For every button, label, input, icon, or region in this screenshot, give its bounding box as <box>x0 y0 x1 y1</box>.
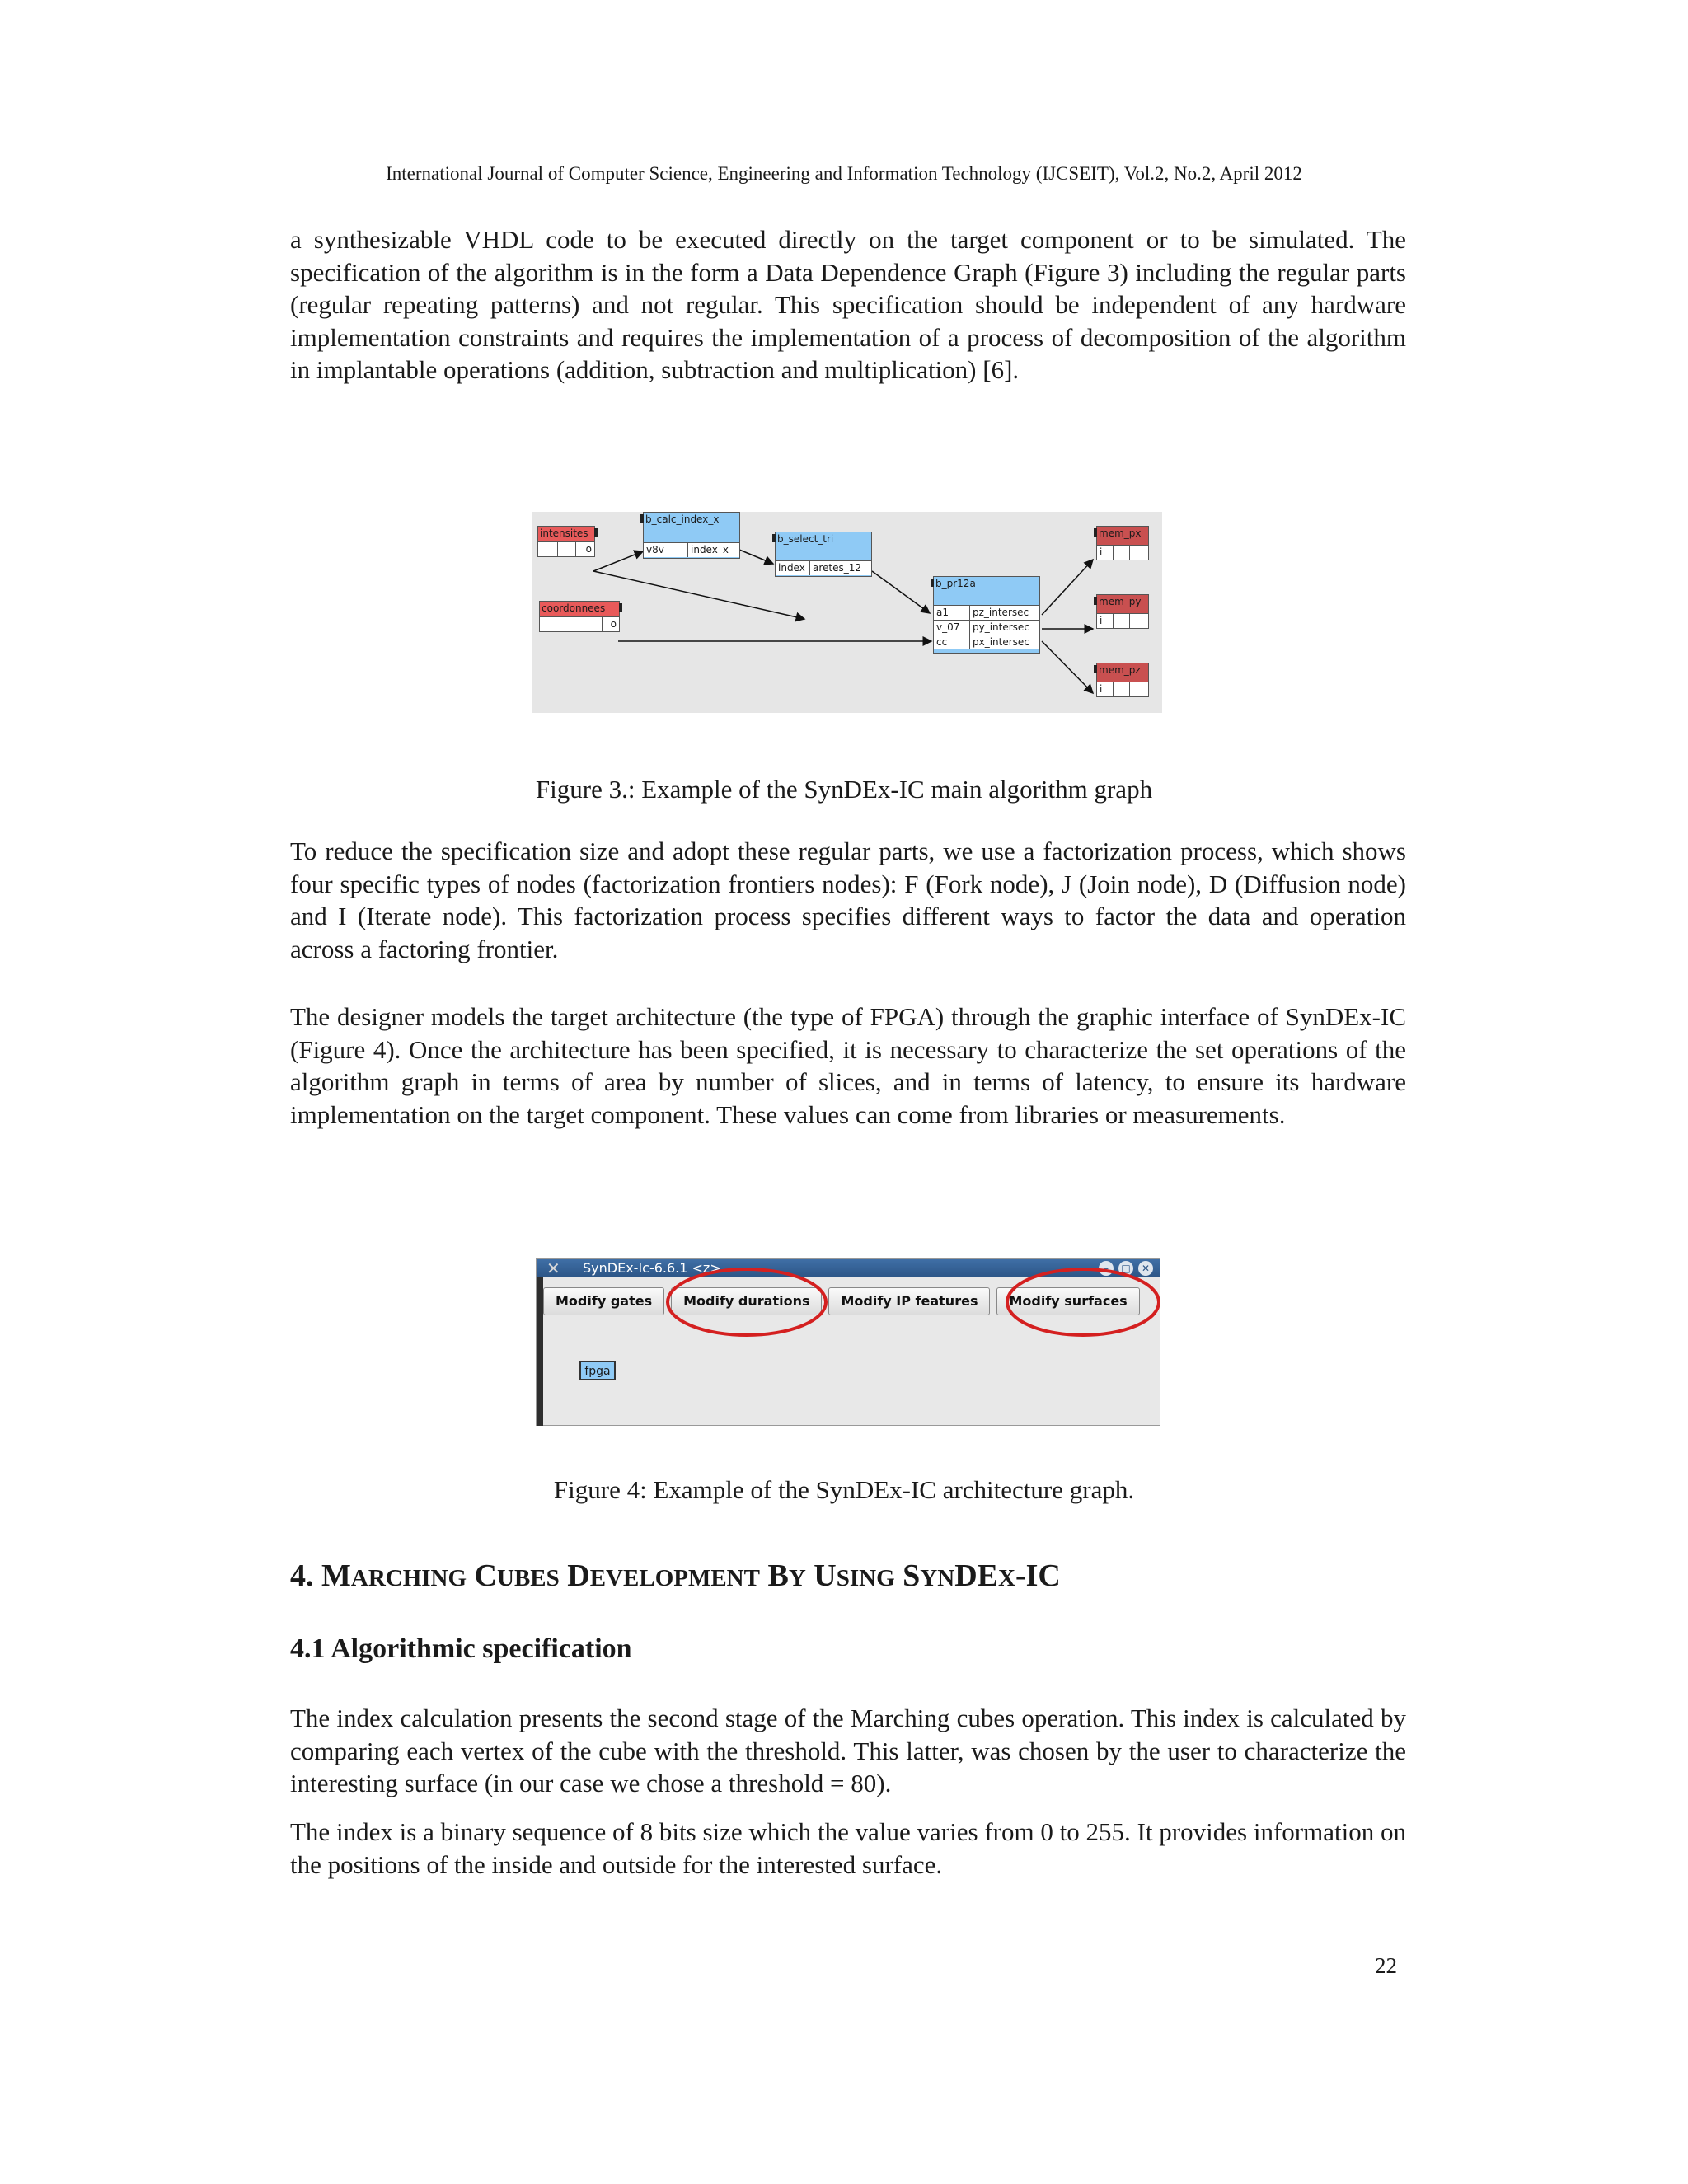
node-b-select-tri <box>775 532 872 577</box>
port-label: o <box>585 543 592 555</box>
input-port: a1 <box>934 606 970 620</box>
node-intensites <box>537 526 595 557</box>
modify-ip-features-button[interactable]: Modify IP features <box>828 1287 990 1315</box>
node-title: mem_pz <box>1099 664 1141 676</box>
figure-3-caption: Figure 3.: Example of the SynDEx-IC main algorithm graph <box>535 775 1153 804</box>
port-tab <box>640 514 644 523</box>
modify-gates-button[interactable]: Modify gates <box>543 1287 664 1315</box>
toolbar <box>543 1287 1140 1317</box>
window-title: SynDEx-Ic-6.6.1 <z> <box>583 1260 721 1276</box>
paragraph-index-calculation: The index calculation presents the second stage of the Marching cubes operation. This index is calculated by comparing each vertex of the cube with the threshold. This latter, was chosen by the user to characterize the interesting surface (in our case we chose a threshold = 80). <box>290 1704 1406 1797</box>
node-mem-pz <box>1096 663 1149 697</box>
edge-calc-select <box>739 550 773 564</box>
edge-pr12a-mempx <box>1042 560 1093 615</box>
page-number: 22 <box>1375 1953 1397 1978</box>
node-mem-px <box>1096 526 1149 560</box>
node-title: b_select_tri <box>777 533 834 545</box>
output-port: py_intersec <box>973 621 1029 633</box>
node-b-calc-index-x <box>643 512 740 559</box>
edge-intensites-pr12a <box>593 571 804 619</box>
port-label: i <box>1097 614 1114 628</box>
paragraph-intro: a synthesizable VHDL code to be executed directly on the target component or to be simulated. The specification of the algorithm is in the form a Data Dependence Graph (Figure 3) including the regular parts (regular repeating patterns) and not regular. This specification should be independent of any hardware implementation constraints and requires the implementation of a process of decomposition of the algorithm in implantable operations (addition, subtraction and multiplication) [6]. <box>290 225 1406 384</box>
close-icon[interactable]: ✕ <box>1138 1261 1153 1276</box>
input-port: index <box>776 561 810 575</box>
output-port: px_intersec <box>973 636 1029 648</box>
port-tab <box>931 579 934 587</box>
node-b-pr12a <box>933 576 1040 654</box>
window-titlebar <box>537 1259 1160 1277</box>
node-title: b_pr12a <box>935 578 976 589</box>
port-label: o <box>610 618 617 630</box>
node-title: coordonnees <box>542 602 606 614</box>
fpga-operator[interactable]: fpga <box>579 1361 616 1380</box>
input-port: v8v <box>644 543 688 557</box>
port-tab <box>1094 597 1097 605</box>
figure-3-algorithm-graph <box>532 512 1162 713</box>
figure-4-syndex-window <box>536 1258 1160 1426</box>
x-logo-icon: ✕ <box>546 1258 560 1278</box>
node-mem-py <box>1096 594 1149 629</box>
minimize-icon[interactable]: – <box>1099 1261 1114 1276</box>
port-tab <box>594 528 598 537</box>
input-port: v_07 <box>934 621 970 635</box>
maximize-icon[interactable]: □ <box>1118 1261 1133 1276</box>
port-tab <box>619 603 622 612</box>
edge-pr12a-mempz <box>1042 641 1093 693</box>
output-port: pz_intersec <box>973 607 1029 618</box>
paragraph-index-binary: The index is a binary sequence of 8 bits size which the value varies from 0 to 255. It provides information on the positions of the inside and outside for the interested surface. <box>290 1817 1406 1879</box>
input-port: cc <box>934 635 970 649</box>
edge-select-pr12a <box>872 571 930 613</box>
output-port: aretes_12 <box>813 562 862 574</box>
node-title: intensites <box>540 527 588 539</box>
journal-header: International Journal of Computer Science, Engineering and Information Technology (IJCSEIT), Vol.2, No.2, April 2012 <box>386 163 1302 184</box>
port-label: i <box>1097 546 1114 560</box>
paragraph-architecture: The designer models the target architecture (the type of FPGA) through the graphic interface of SynDEx-IC (Figure 4). Once the architecture has been specified, it is necessary to characterize the set operations of the algorithm graph in terms of area by number of slices, and in terms of latency, to ensure its hardware implementation on the target component. These values can come from libraries or measurements. <box>290 1002 1406 1129</box>
node-coordonnees <box>539 601 620 632</box>
output-port: index_x <box>691 544 729 555</box>
modify-durations-button[interactable]: Modify durations <box>671 1287 822 1315</box>
port-label: i <box>1097 682 1114 696</box>
node-title: b_calc_index_x <box>645 513 720 525</box>
node-title: mem_px <box>1099 527 1142 539</box>
figure-4-caption: Figure 4: Example of the SynDEx-IC architecture graph. <box>553 1475 1135 1504</box>
port-tab <box>772 534 776 542</box>
paragraph-factorization: To reduce the specification size and adopt these regular parts, we use a factorization process, which shows four specific types of nodes (factorization frontiers nodes): F (Fork node), J (Join node), D (Diffusion node) and I (Iterate node). This factorization process specifies different ways to factor the data and operation across a factoring frontier. <box>290 837 1406 963</box>
port-tab <box>1094 528 1097 537</box>
edge-intensites-calc <box>593 551 643 571</box>
section-heading: 4. MARCHING CUBES DEVELOPMENT BY USING SYNDEX-IC <box>290 1558 1061 1593</box>
node-title: mem_py <box>1099 596 1142 607</box>
window-left-border <box>537 1277 543 1426</box>
subsection-heading: 4.1 Algorithmic specification <box>290 1633 632 1664</box>
port-tab <box>1094 665 1097 673</box>
modify-surfaces-button[interactable]: Modify surfaces <box>996 1287 1139 1315</box>
highlight-overlay <box>537 1259 1161 1427</box>
